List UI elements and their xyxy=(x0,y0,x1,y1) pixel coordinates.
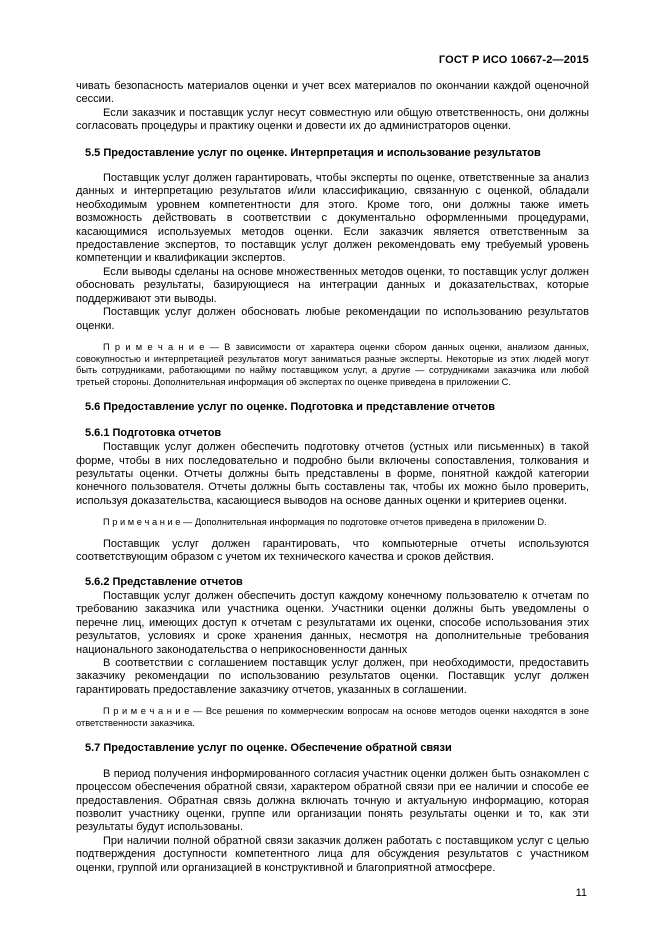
page-footer xyxy=(576,887,587,899)
note-paragraph: П р и м е ч а н и е — В зависимости от характера оценки сбором данных оценки, анализом данных, совокупностью и интерпретацией результатов могут заниматься разные эксперты. Некоторые из этих людей могут быть сотрудниками, работающими по найму поставщиком услуг, а другие — сотрудниками заказчика или любой третьей стороны. Дополнительная информация об экспертах по оценке приведена в приложении С. xyxy=(76,341,589,387)
paragraph: При наличии полной обратной связи заказчик должен работать с поставщиком услуг с целью подтверждения доступности компетентного лица для обсуждения результатов с участником оценки, группой или организацией в конструктивной и благоприятной атмосфере. xyxy=(76,834,589,874)
paragraph: чивать безопасность материалов оценки и учет всех материалов по окончании каждой оценочной сессии. xyxy=(76,80,589,106)
paragraph: Поставщик услуг должен обосновать любые рекомендации по использованию результатов оценки. xyxy=(76,306,589,332)
subsection-heading: 5.6.2 Представление отчетов xyxy=(85,575,243,588)
document-body xyxy=(76,80,589,875)
paragraph: Поставщик услуг должен обеспечить доступ каждому конечному пользователю к отчетам по требованию заказчика или участника оценки. Участники оценки должны быть уведомлены о перечне лиц, имеющих доступ к отчетам с результатами их оценки, способе использования этих результатов, условиях и сроке хранения данных, несмотря на дополнительные требования национального законодательства о неприкосновенности данных xyxy=(76,589,589,656)
page-number: 11 xyxy=(575,887,587,899)
note-paragraph: П р и м е ч а н и е — Все решения по коммерческим вопросам на основе методов оценки находятся в зоне ответственности заказчика. xyxy=(76,706,589,728)
section-heading: 5.6 Предоставление услуг по оценке. Подготовка и представление отчетов xyxy=(85,401,495,414)
section-heading: 5.5 Предоставление услуг по оценке. Интерпретация и использование результатов xyxy=(85,146,541,159)
page-header xyxy=(76,54,589,66)
paragraph: Поставщик услуг должен обеспечить подготовку отчетов (устных или письменных) в такой форме, чтобы в них последовательно и подробно были включены сопоставления, толкования и результаты оценки. Отчеты должны быть представлены в форме, понятной каждой категории конечного пользователя. Отчеты должны быть составлены так, чтобы их можно было проверить, используя доказательства, касающиеся выводов на основе данных оценки и критериев оценки. xyxy=(76,441,589,507)
section-heading: 5.7 Предоставление услуг по оценке. Обеспечение обратной связи xyxy=(85,742,452,755)
paragraph: В период получения информированного согласия участник оценки должен быть ознакомлен с процессом обеспечения обратной связи, характером обратной связи при ее наличии и способе ее предоставления. Обратная связь должна включать точную и актуальную информацию, которая позволит участнику оценки, группе или организации понять результаты оценки и то, как эти результаты будут использованы. xyxy=(76,767,589,834)
paragraph: В соответствии с соглашением поставщик услуг должен, при необходимости, предоставить заказчику рекомендации по использованию результатов оценки. Поставщик услуг должен гарантировать предоставление заказчику отчетов, указанных в соглашении. xyxy=(76,656,589,696)
paragraph: Если заказчик и поставщик услуг несут совместную или общую ответственность, они должны согласовать процедуры и практику оценки и довести их до администраторов оценки. xyxy=(76,106,589,133)
document-code: ГОСТ Р ИСО 10667-2—2015 xyxy=(438,54,589,66)
paragraph: Поставщик услуг должен гарантировать, чтобы эксперты по оценке, ответственные за анализ данных и интерпретацию результатов и/или классификацию, связанную с оценкой, обладали необходимым уровнем компетентности для этого. Кроме того, они должны также иметь возможность действовать в соответствии с документально оформленными процедурами, касающимися используемых методов оценки. Если заказчик является ответственным за предоставление экспертов, то поставщик услуг должен рекомендовать ему требуемый уровень компетенции и квалификации экспертов. xyxy=(76,172,589,265)
paragraph: Если выводы сделаны на основе множественных методов оценки, то поставщик услуг должен обосновать результаты, базирующиеся на интеграции данных и доказательствах, которые поддерживают эти выводы. xyxy=(76,265,589,305)
subsection-heading: 5.6.1 Подготовка отчетов xyxy=(85,426,222,439)
paragraph: Поставщик услуг должен гарантировать, что компьютерные отчеты используются соответствующим образом с учетом их технического качества и сроков действия. xyxy=(76,537,589,564)
note-paragraph: П р и м е ч а н и е — Дополнительная информация по подготовке отчетов приведена в приложении D. xyxy=(103,517,547,528)
